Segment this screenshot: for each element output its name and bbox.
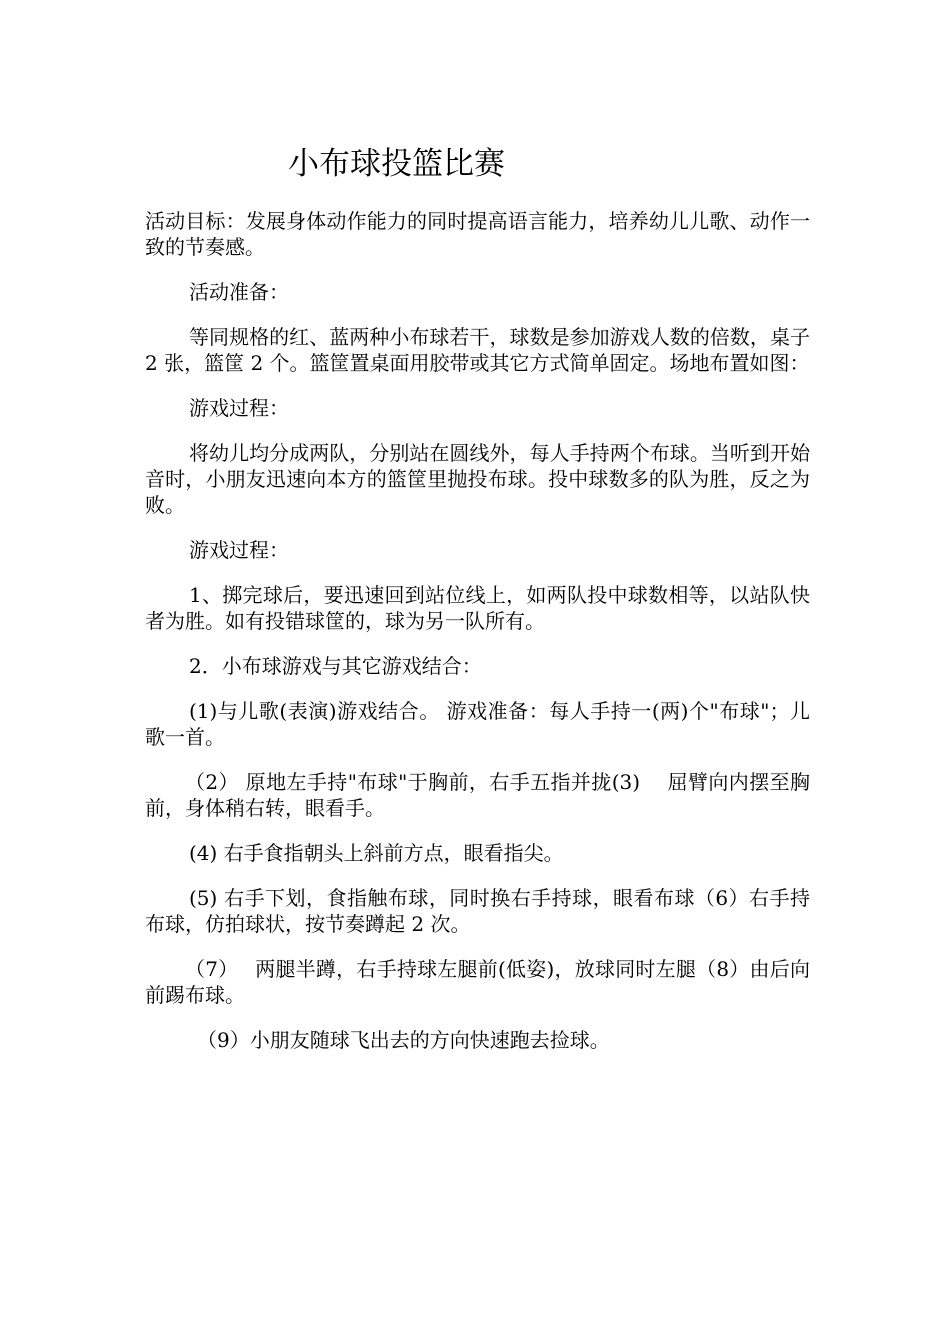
- paragraph-activity-goal: 活动目标：发展身体动作能力的同时提高语言能力，培养幼儿儿歌、动作一致的节奏感。: [145, 209, 810, 259]
- paragraph-activity-prep: 等同规格的红、蓝两种小布球若干，球数是参加游戏人数的倍数，桌子 2 张，篮筐 2 个。篮筐置桌面用胶带或其它方式简单固定。场地布置如图：: [145, 325, 810, 375]
- paragraph-game-process: 将幼儿均分成两队，分别站在圆线外，每人手持两个布球。当听到开始音时，小朋友迅速向本方的篮筐里抛投布球。投中球数多的队为胜，反之为败。: [145, 441, 810, 517]
- document-title: 小布球投篮比赛: [288, 146, 505, 182]
- paragraph-game-process-heading: 游戏过程：: [189, 396, 289, 420]
- paragraph-step-5: (5) 右手下划，食指触布球，同时换右手持球，眼看布球（6）右手持布球，仿拍球状，按节奏蹲起 2 次。: [145, 886, 810, 936]
- paragraph-rule-1: 1、掷完球后，要迅速回到站位线上，如两队投中球数相等，以站队快者为胜。如有投错球筐的，球为另一队所有。: [145, 583, 810, 633]
- paragraph-step-9: （9）小朋友随球飞出去的方向快速跑去捡球。: [197, 1028, 610, 1052]
- document-body: [145, 208, 810, 1072]
- paragraph-game-process-heading-2: 游戏过程：: [189, 538, 289, 562]
- paragraph-rule-2: 2．小布球游戏与其它游戏结合：: [189, 654, 482, 678]
- paragraph-step-7: （7） 两腿半蹲，右手持球左腿前(低姿)，放球同时左腿（8）由后向前踢布球。: [145, 957, 810, 1007]
- paragraph-step-2: （2） 原地左手持"布球"于胸前，右手五指并拢(3) 屈臂向内摆至胸前，身体稍右转，眼看手。: [145, 770, 810, 820]
- paragraph-step-1: (1)与儿歌(表演)游戏结合。 游戏准备：每人手持一(两)个"布球"；儿歌一首。: [145, 699, 810, 749]
- paragraph-activity-prep-heading: 活动准备：: [189, 280, 289, 304]
- paragraph-step-4: (4) 右手食指朝头上斜前方点，眼看指尖。: [189, 841, 564, 865]
